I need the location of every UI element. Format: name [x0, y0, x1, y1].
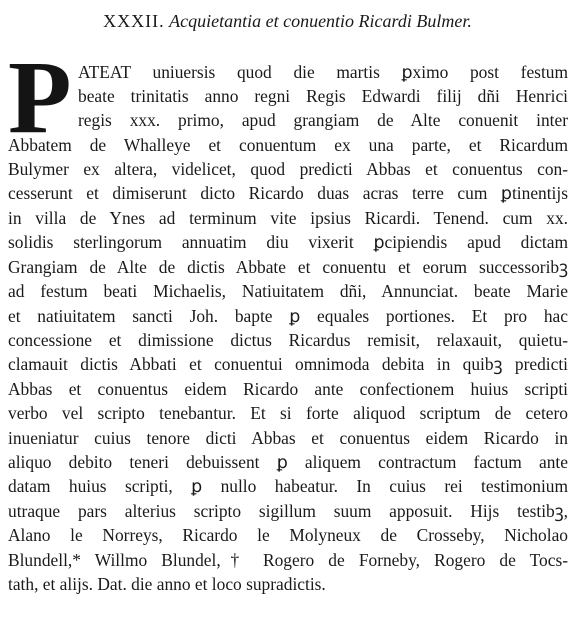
text-line-10: ad festum beati Michaelis, Natiuitatem dñi, Annunciat. beate Marie	[8, 281, 568, 301]
text-line-21: Blundell,* Willmo Blundel,† Rogero de Forneby, Rogero de Tocs-	[8, 550, 568, 570]
text-line-22: tath, et alijs. Dat. die anno et loco supradictis.	[8, 574, 326, 594]
text-line-6: cesserunt et dimiserunt dicto Ricardo duas acras terre cum ꝑtinentijs	[8, 183, 568, 203]
text-line-16: inueniatur cuius tenore dicti Abbas et conuentus eidem Ricardo in	[8, 428, 568, 448]
text-line-1: ATEAT uniuersis quod die martis ꝑximo post festum	[78, 62, 568, 82]
text-line-14: Abbas et conuentus eidem Ricardo ante confectionem huius scripti	[8, 379, 568, 399]
text-line-18: datam huius scripti, ꝑ nullo habeatur. In cuius rei testimonium	[8, 476, 568, 496]
text-line-7: in villa de Ynes ad terminum vite ipsius Ricardi. Tenend. cum xx.	[8, 208, 568, 228]
text-line-3: regis xxx. primo, apud grangiam de Alte conuenit inter	[78, 110, 568, 130]
text-line-4: Abbatem de Whalleye et conuentum ex una parte, et Ricardum	[8, 135, 568, 155]
text-line-8: solidis sterlingorum annuatim diu vixerit ꝑcipiendis apud dictam	[8, 232, 568, 252]
text-line-12: concessione et dimissione dictus Ricardus remisit, relaxauit, quietu-	[8, 330, 568, 350]
text-line-2: beate trinitatis anno regni Regis Edwardi filij dñi Henrici	[78, 86, 568, 106]
text-line-5: Bulymer ex altera, videlicet, quod predicti Abbas et conuentus con-	[8, 159, 568, 179]
text-line-11: et natiuitatem sancti Joh. bapte ꝑ equales portiones. Et pro hac	[8, 306, 568, 326]
text-line-20: Alano le Norreys, Ricardo le Molyneux de Crosseby, Nicholao	[8, 525, 568, 545]
drop-cap-initial: P	[8, 40, 72, 155]
charter-number: XXXII.	[103, 11, 165, 31]
text-line-9: Grangiam de Alte de dictis Abbate et conuentu et eorum successoribꝫ	[8, 257, 568, 277]
text-line-19: utraque pars alterius scripto sigillum suum apposuit. Hijs testibꝫ,	[8, 501, 568, 521]
text-line-13: clamauit dictis Abbati et conuentui omnimoda debita in quibꝫ predicti	[8, 354, 568, 374]
text-line-17: aliquo debito teneri debuissent ꝑ aliquem contractum factum ante	[8, 452, 568, 472]
charter-title: Acquietantia et conuentio Ricardi Bulmer.	[169, 11, 472, 31]
charter-heading	[0, 10, 575, 32]
text-line-15: verbo vel scripto tenebantur. Et si forte aliquod scriptum de cetero	[8, 403, 568, 423]
